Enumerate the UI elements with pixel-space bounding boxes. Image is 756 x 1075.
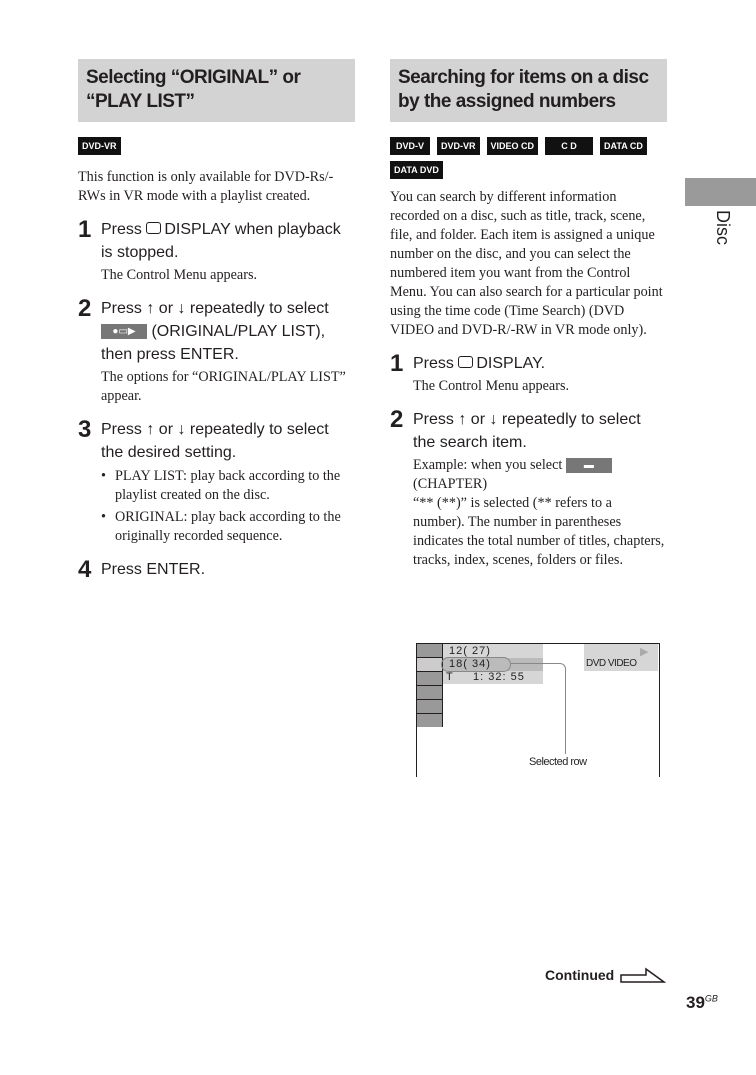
callout-label: Selected row xyxy=(529,756,587,768)
step-text: Press xyxy=(413,355,459,372)
left-step-2 xyxy=(78,297,355,406)
menu-row-1: 12( 27) xyxy=(449,645,491,657)
right-column xyxy=(390,136,667,570)
step-number: 2 xyxy=(78,295,92,322)
step-number: 2 xyxy=(390,406,404,433)
step-text: Press xyxy=(101,221,147,238)
right-intro: You can search by different information recorded on a disc, such as title, track, scene, file, and folder. Each item is assigned a unique number on the disc, and you can select the numbered item you want from the Control Menu. You can also search for a particular point using the time code (Time Search) (DVD VIDEO and DVD-R/-RW in VR mode only). xyxy=(390,189,663,338)
selected-menu-icon xyxy=(417,658,442,671)
left-column xyxy=(78,136,355,581)
step-result: The options for “ORIGINAL/PLAY LIST” appear. xyxy=(101,369,346,404)
control-menu-figure xyxy=(416,643,660,777)
left-intro: This function is only available for DVD-Rs/-RWs in VR mode with a playlist created. xyxy=(78,169,334,204)
step-result: The Control Menu appears. xyxy=(413,378,570,394)
badge-data-cd: DATA CD xyxy=(600,137,647,155)
step-text: Press ENTER. xyxy=(101,561,206,578)
step-result: Example: when you select xyxy=(413,457,563,473)
left-step-3 xyxy=(78,418,355,546)
menu-row-3-time: 1: 32: 55 xyxy=(473,671,525,683)
step-number: 1 xyxy=(78,216,92,243)
step-text: DISPLAY. xyxy=(476,355,546,372)
step-text: (ORIGINAL/PLAY LIST), then press ENTER. xyxy=(101,323,326,363)
side-tab-marker xyxy=(685,178,756,206)
step-text: Press ↑ or ↓ repeatedly to select xyxy=(101,300,329,317)
display-icon xyxy=(146,222,161,234)
left-section-title: Selecting “ORIGINAL” or “PLAY LIST” xyxy=(78,59,355,122)
menu-row-3-label: T xyxy=(446,671,453,683)
step-number: 1 xyxy=(390,350,404,377)
step-text: Press ↑ or ↓ repeatedly to select the desired setting. xyxy=(101,421,329,461)
step-text: DISPLAY when playback is stopped. xyxy=(101,221,341,261)
menu-icon-column xyxy=(417,644,443,727)
page-suffix: GB xyxy=(704,993,718,1004)
left-step-4 xyxy=(78,558,355,581)
step-number: 3 xyxy=(78,416,92,443)
original-playlist-icon: ●▭▶ xyxy=(101,324,147,339)
right-step-2 xyxy=(390,408,667,570)
menu-row-2: 18( 34) xyxy=(449,658,491,670)
step-text: Press ↑ or ↓ repeatedly to select the search item. xyxy=(413,411,641,451)
badge-dvd-vr: DVD-VR xyxy=(437,137,480,155)
badge-cd: C D xyxy=(545,137,593,155)
bullet-item: • PLAY LIST: play back according to the playlist created on the disc. xyxy=(101,467,355,505)
play-icon: ▶ xyxy=(640,646,649,658)
badge-dvd-v: DVD-V xyxy=(390,137,430,155)
badge-data-dvd: DATA DVD xyxy=(390,161,443,179)
step-number: 4 xyxy=(78,556,92,583)
bullet-item: • ORIGINAL: play back according to the originally recorded sequence. xyxy=(101,508,355,546)
step-result: (CHAPTER) xyxy=(413,476,488,492)
continued-arrow-icon xyxy=(620,966,666,989)
right-section-title: Searching for items on a disc by the assigned numbers xyxy=(390,59,667,122)
left-step-1 xyxy=(78,218,355,285)
step-result: The Control Menu appears. xyxy=(101,267,258,283)
right-step-1 xyxy=(390,352,667,396)
side-tab-label: Disc xyxy=(713,210,733,245)
disc-badges xyxy=(390,136,667,184)
page-number-value: 39 xyxy=(686,993,705,1012)
display-icon xyxy=(458,356,473,368)
chapter-icon: ▬ xyxy=(566,458,612,473)
page-number xyxy=(686,993,718,1013)
callout-line xyxy=(510,663,566,754)
badge-dvd-vr: DVD-VR xyxy=(78,137,121,155)
disc-type-label: DVD VIDEO xyxy=(586,658,637,669)
step-result: “** (**)” is selected (** refers to a number). The number in parentheses indicates the total number of titles, chapters, tracks, index, scenes, folders or files. xyxy=(413,495,665,568)
badge-video-cd: VIDEO CD xyxy=(487,137,539,155)
continued-label: Continued xyxy=(545,967,615,983)
